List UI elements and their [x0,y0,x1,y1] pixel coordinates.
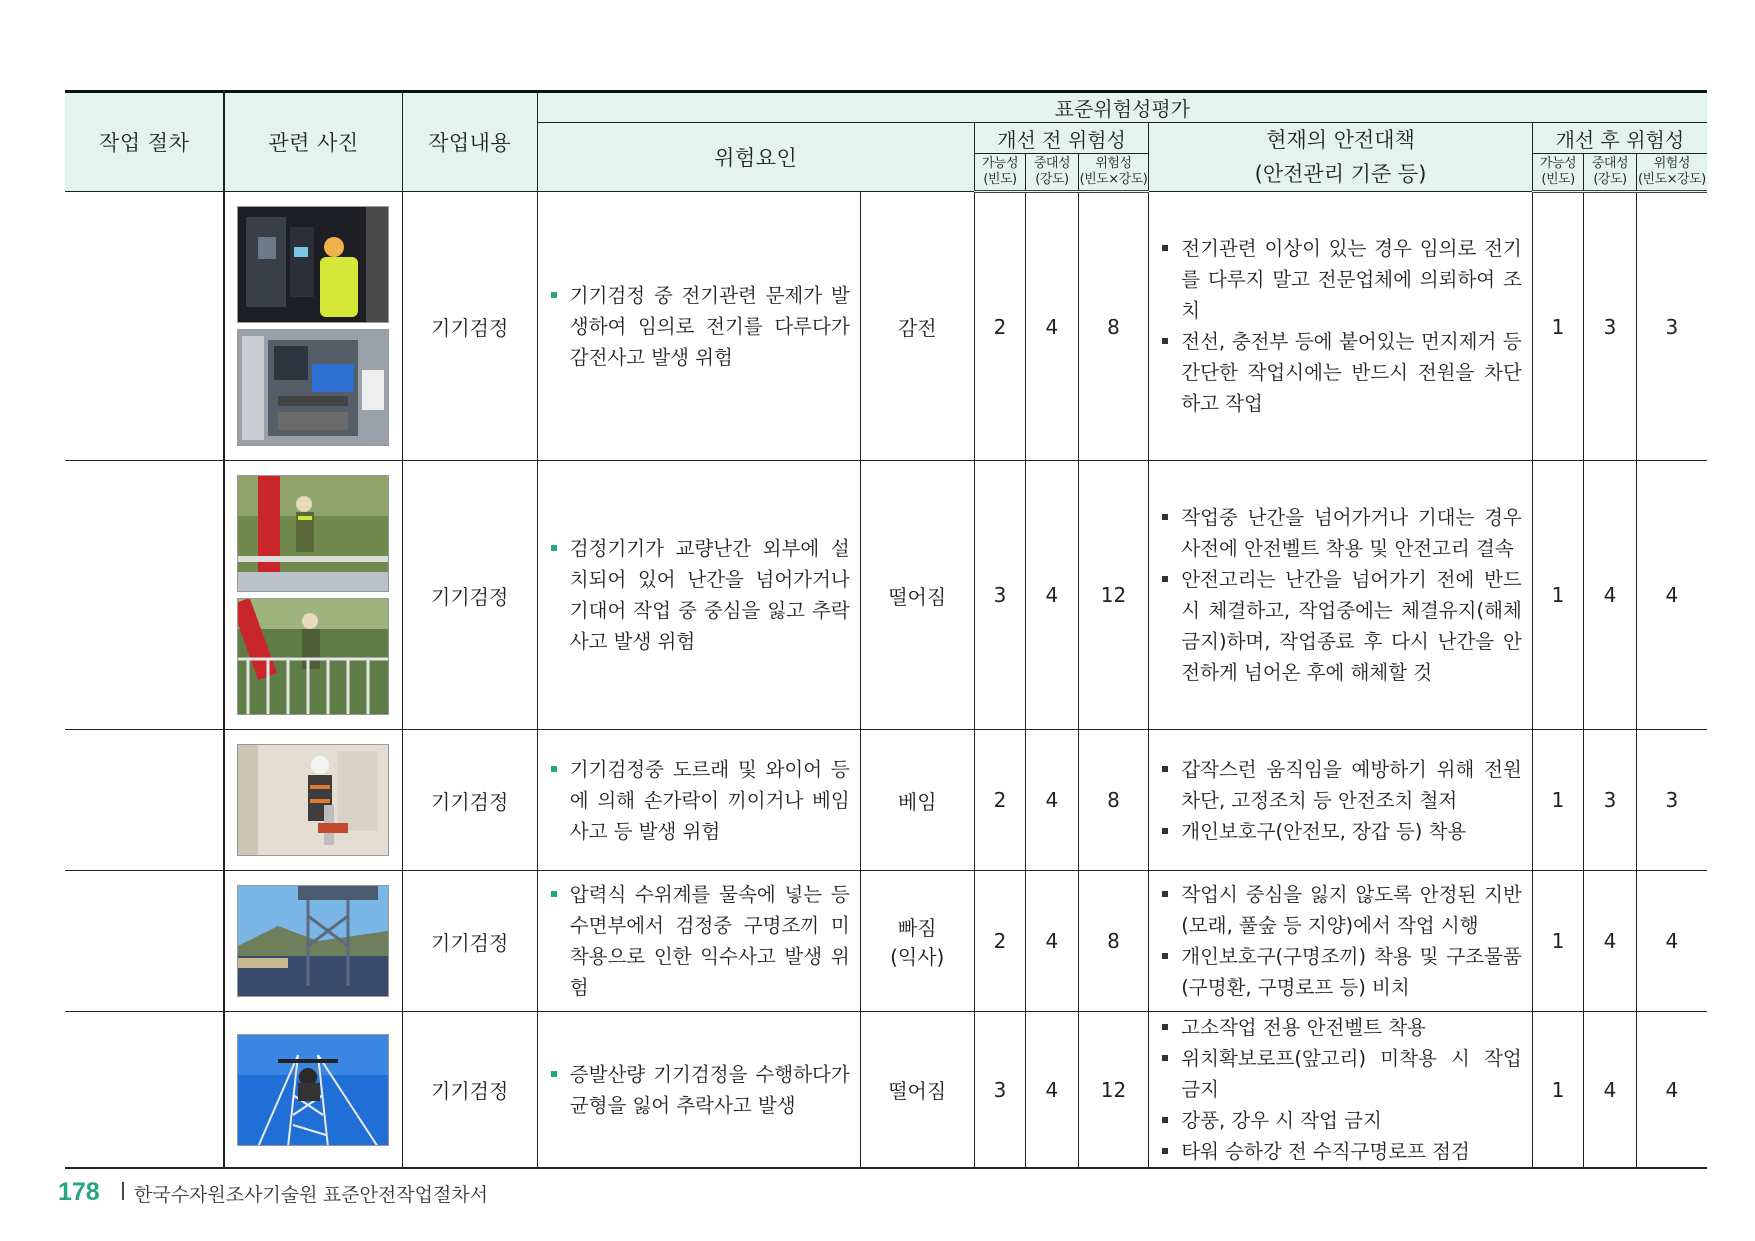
after-severity-cell: 3 [1584,192,1636,461]
safety-measure-item: 전기관련 이상이 있는 경우 임의로 전기를 다루지 말고 전문업체에 의뢰하여 조치 [1161,233,1521,326]
safety-measures-list [1149,502,1531,688]
header-before-likelihood: 가능성 (빈도) [974,154,1025,192]
accident-type-cell [860,461,974,730]
hazard-item: 기기검정 중 전기관련 문제가 발생하여 임의로 전기를 다루다가 감전사고 발생 위험 [550,280,850,373]
task-cell: 기기검정 [402,192,537,461]
safety-measure-item: 전선, 충전부 등에 붙어있는 먼지제거 등 간단한 작업시에는 반드시 전원을 차단하고 작업 [1161,326,1521,419]
table-row [65,192,1707,461]
after-risk-cell: 3 [1636,730,1707,871]
after-likelihood-cell: 1 [1532,1012,1583,1169]
procedure-cell [65,730,224,871]
safety-measures-list [1149,1012,1531,1167]
hazard-list [538,533,860,657]
safety-measure-item: 갑작스런 움직임을 예방하기 위해 전원차단, 고정조치 등 안전조치 철저 [1161,754,1521,816]
photo-river-gauge-structure [237,885,389,997]
header-measures-line2: (안전관리 기준 등) [1254,162,1427,186]
header-measures-line1: 현재의 안전대책 [1266,128,1415,152]
after-likelihood-cell: 1 [1532,730,1583,871]
hazard-list [538,879,860,1003]
safety-measures-list [1149,233,1531,419]
before-risk-cell: 8 [1078,871,1149,1012]
accident-type-cell [860,1012,974,1169]
safety-measures-cell [1149,1012,1532,1169]
before-risk-cell: 8 [1078,192,1149,461]
risk-assessment-table [65,90,1707,1169]
hazard-item: 검정기기가 교량난간 외부에 설치되어 있어 난간을 넘어가거나 기대어 작업 중 중심을 잃고 추락사고 발생 위험 [550,533,850,657]
after-likelihood-cell: 1 [1532,871,1583,1012]
table-row [65,871,1707,1012]
hazard-item: 압력식 수위계를 물속에 넣는 등 수면부에서 검정중 구명조끼 미착용으로 인한 익수사고 발생 위험 [550,879,850,1003]
after-severity-cell: 4 [1584,871,1636,1012]
hazard-list [538,1059,860,1121]
before-likelihood-cell: 3 [974,461,1025,730]
hazard-cell [537,871,860,1012]
safety-measures-cell [1149,461,1532,730]
photo-worker-electrical-cabinet [237,206,389,323]
photo-open-control-panel [237,329,389,446]
hazard-cell [537,192,860,461]
safety-measures-cell [1149,192,1532,461]
procedure-cell [65,461,224,730]
header-after-severity: 중대성 (강도) [1584,154,1636,192]
accident-type-line: 떨어짐 [888,584,947,609]
safety-measure-item: 작업중 난간을 넘어가거나 기대는 경우 사전에 안전벨트 착용 및 안전고리 결속 [1161,502,1521,564]
task-cell: 기기검정 [402,1012,537,1169]
header-before-risk: 위험성 (빈도×강도) [1078,154,1149,192]
header-procedure: 작업 절차 [65,92,224,192]
accident-type-line: 떨어짐 [888,1079,947,1103]
after-risk-cell: 4 [1636,1012,1707,1169]
header-task: 작업내용 [402,92,537,192]
hazard-list [538,280,860,373]
header-before-severity: 중대성 (강도) [1026,154,1078,192]
safety-measure-item: 안전고리는 난간을 넘어가기 전에 반드시 체결하고, 작업중에는 체결유지(해체금지)하며, 작업종료 후 다시 난간을 안전하게 넘어온 후에 해체할 것 [1161,564,1521,688]
photos-cell [224,461,402,730]
safety-measures-cell [1149,730,1532,871]
header-photos: 관련 사진 [224,92,402,192]
after-likelihood-cell: 1 [1532,461,1583,730]
table-row [65,730,1707,871]
table-row [65,1012,1707,1169]
photo-worker-on-tower [237,1034,389,1146]
safety-measure-item: 작업시 중심을 잃지 않도록 안정된 지반(모래, 풀숲 등 지양)에서 작업 시행 [1161,879,1521,941]
hazard-item: 증발산량 기기검정을 수행하다가 균형을 잃어 추락사고 발생 [550,1059,850,1121]
accident-type-line: 빠짐 [897,916,937,940]
page-number: 178 [58,1178,100,1206]
table-row [65,461,1707,730]
after-likelihood-cell: 1 [1532,192,1583,461]
header-after-likelihood: 가능성 (빈도) [1532,154,1583,192]
photos-cell [224,871,402,1012]
after-risk-cell: 3 [1636,192,1707,461]
header-standard-risk-assessment: 표준위험성평가 [537,92,1707,123]
before-severity-cell: 4 [1026,871,1078,1012]
hazard-cell [537,730,860,871]
hazard-list [538,754,860,847]
before-risk-cell: 8 [1078,730,1149,871]
task-cell: 기기검정 [402,730,537,871]
safety-measure-item: 타워 승하강 전 수직구명로프 점검 [1161,1136,1521,1167]
safety-measure-item: 위치확보로프(앞고리) 미착용 시 작업 금지 [1161,1043,1521,1105]
hazard-item: 기기검정중 도르래 및 와이어 등에 의해 손가락이 끼이거나 베임사고 등 발생 위험 [550,754,850,847]
footer-divider [122,1182,124,1200]
safety-measure-item: 고소작업 전용 안전벨트 착용 [1161,1012,1521,1043]
procedure-cell [65,1012,224,1169]
safety-measure-item: 강풍, 강우 시 작업 금지 [1161,1105,1521,1136]
safety-measure-item: 개인보호구(안전모, 장갑 등) 착용 [1161,816,1521,847]
before-severity-cell: 4 [1026,192,1078,461]
before-risk-cell: 12 [1078,461,1149,730]
after-risk-cell: 4 [1636,871,1707,1012]
before-likelihood-cell: 3 [974,1012,1025,1169]
photos-cell [224,1012,402,1169]
after-severity-cell: 3 [1584,730,1636,871]
photo-worker-pulley-station [237,744,389,856]
procedure-cell [65,192,224,461]
before-severity-cell: 4 [1026,461,1078,730]
accident-type-line: 감전 [897,315,937,340]
hazard-cell [537,461,860,730]
safety-measures-cell [1149,871,1532,1012]
photo-worker-bridge-railing-2 [237,598,389,715]
before-likelihood-cell: 2 [974,871,1025,1012]
before-severity-cell: 4 [1026,1012,1078,1169]
accident-type-line: 베임 [897,789,937,814]
task-cell: 기기검정 [402,871,537,1012]
safety-measures-list [1149,879,1531,1003]
procedure-cell [65,871,224,1012]
header-risk-before: 개선 전 위험성 [974,123,1149,154]
before-likelihood-cell: 2 [974,192,1025,461]
after-risk-cell: 4 [1636,461,1707,730]
before-risk-cell: 12 [1078,1012,1149,1169]
photos-cell [224,730,402,871]
accident-type-line: (익사) [890,945,945,969]
safety-measures-list [1149,754,1531,847]
accident-type-cell [860,871,974,1012]
after-severity-cell: 4 [1584,1012,1636,1169]
photos-cell [224,192,402,461]
accident-type-cell [860,730,974,871]
footer-title: 한국수자원조사기술원 표준안전작업절차서 [134,1185,489,1206]
header-hazard: 위험요인 [537,123,974,192]
safety-measure-item: 개인보호구(구명조끼) 착용 및 구조물품(구명환, 구명로프 등) 비치 [1161,941,1521,1003]
photo-worker-bridge-railing [237,475,389,592]
accident-type-cell [860,192,974,461]
header-safety-measures [1149,123,1532,192]
header-risk-after: 개선 후 위험성 [1532,123,1707,154]
after-severity-cell: 4 [1584,461,1636,730]
before-severity-cell: 4 [1026,730,1078,871]
hazard-cell [537,1012,860,1169]
before-likelihood-cell: 2 [974,730,1025,871]
task-cell: 기기검정 [402,461,537,730]
header-after-risk: 위험성 (빈도×강도) [1636,154,1707,192]
